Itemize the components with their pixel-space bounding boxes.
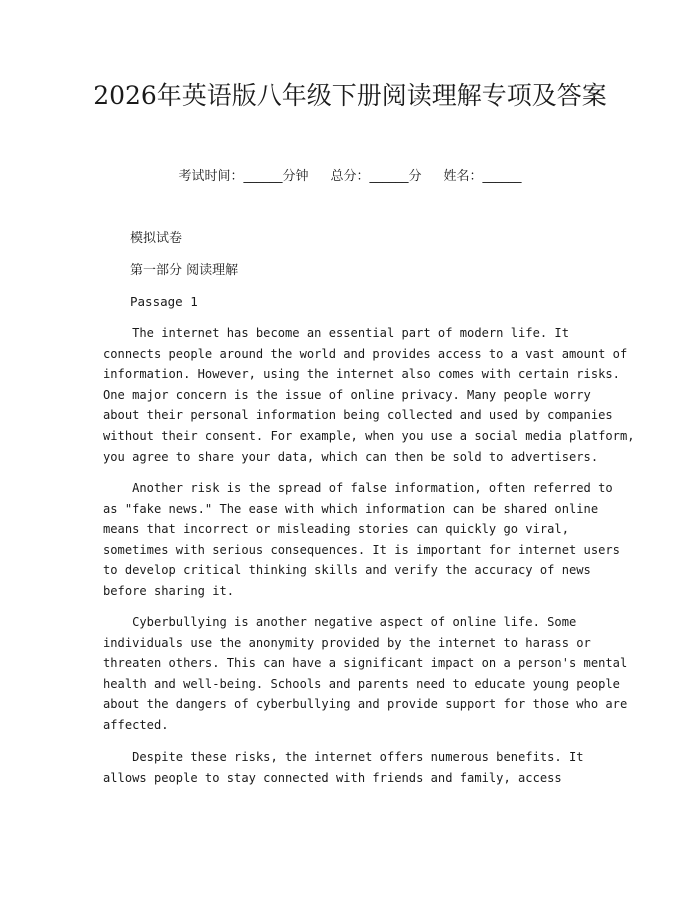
paragraph-line: means that incorrect or misleading stories can quickly go viral,: [103, 522, 569, 537]
paragraph-line: allows people to stay connected with friends and family, access: [103, 770, 562, 785]
passage-paragraph-2: [103, 478, 620, 602]
document-title: 2026年英语版八年级下册阅读理解专项及答案: [93, 81, 607, 110]
paragraph-line: health and well-being. Schools and parents need to educate young people: [103, 676, 620, 691]
paragraph-line: affected.: [103, 717, 169, 732]
paragraph-line: about their personal information being collected and used by companies: [103, 408, 613, 423]
paragraph-line: Despite these risks, the internet offers numerous benefits. It: [103, 750, 584, 764]
paragraph-line: One major concern is the issue of online privacy. Many people worry: [103, 387, 591, 402]
exam-time-label: 考试时间：______分钟: [178, 169, 309, 184]
exam-meta-line: [0, 168, 700, 186]
paragraph-line: to develop critical thinking skills and verify the accuracy of news: [103, 563, 591, 578]
student-name-label: 姓名：______: [443, 169, 522, 184]
paragraph-line: as "fake news." The ease with which information can be shared online: [103, 501, 599, 516]
passage-paragraph-3: [103, 612, 628, 736]
paragraph-line: without their consent. For example, when you use a social media platform,: [103, 428, 635, 443]
paragraph-line: individuals use the anonymity provided by the internet to harass or: [103, 635, 591, 650]
paragraph-line: about the dangers of cyberbullying and provide support for those who are: [103, 697, 628, 712]
paragraph-line: sometimes with serious consequences. It is important for internet users: [103, 542, 620, 557]
paragraph-line: information. However, using the internet also comes with certain risks.: [103, 367, 620, 382]
passage-paragraph-1: [103, 323, 635, 467]
passage-paragraph-4: [103, 747, 603, 788]
paragraph-line: before sharing it.: [103, 583, 235, 598]
section-mock-exam: 模拟试卷: [130, 231, 183, 246]
paragraph-line: The internet has become an essential part of modern life. It: [103, 326, 569, 340]
paragraph-line: connects people around the world and provides access to a vast amount of: [103, 346, 628, 361]
total-score-label: 总分：______分: [330, 169, 422, 184]
paragraph-line: you agree to share your data, which can then be sold to advertisers.: [103, 449, 599, 464]
paragraph-line: Another risk is the spread of false information, often referred to: [103, 481, 613, 495]
section-part-one: 第一部分 阅读理解: [130, 263, 239, 278]
passage-label: Passage 1: [130, 294, 198, 309]
paragraph-line: threaten others. This can have a significant impact on a person's mental: [103, 656, 628, 671]
paragraph-line: Cyberbullying is another negative aspect of online life. Some: [103, 615, 577, 629]
